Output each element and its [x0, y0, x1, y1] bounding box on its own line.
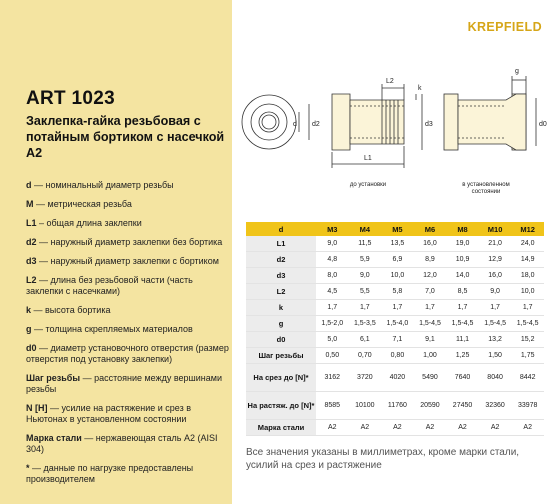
table-cell: A2: [381, 420, 414, 436]
table-row: [246, 332, 544, 348]
table-cell: 9,0: [316, 236, 349, 252]
table-cell: 32360: [479, 392, 512, 420]
table-cell: 7640: [446, 364, 479, 392]
dimension-legend: [26, 180, 230, 493]
legend-desc: — данные по нагрузке предоставлены производителем: [26, 463, 194, 484]
row-label: Шаг резьбы: [246, 348, 316, 364]
legend-term: Марка стали: [26, 433, 82, 443]
table-cell: 1,7: [414, 300, 447, 316]
header-size: M8: [446, 222, 479, 236]
legend-item: [26, 463, 230, 485]
row-label: d0: [246, 332, 316, 348]
table-cell: 0,80: [381, 348, 414, 364]
table-cell: 0,70: [349, 348, 382, 364]
dim-l1: L1: [364, 155, 372, 162]
table-cell: 16,0: [414, 236, 447, 252]
header-label: d: [246, 222, 316, 236]
table-cell: A2: [511, 420, 544, 436]
table-cell: 12,0: [414, 268, 447, 284]
spec-table: [246, 222, 544, 436]
table-cell: 8040: [479, 364, 512, 392]
legend-desc: — метрическая резьба: [33, 199, 132, 209]
table-cell: 11760: [381, 392, 414, 420]
table-cell: 4,8: [316, 252, 349, 268]
table-cell: 7,0: [414, 284, 447, 300]
table-cell: 1,50: [479, 348, 512, 364]
table-row: [246, 252, 544, 268]
legend-item: [26, 373, 230, 395]
label-before-install: до установки: [349, 182, 387, 188]
header-size: M12: [511, 222, 544, 236]
table-cell: A2: [446, 420, 479, 436]
legend-desc: — толщина скрепляемых материалов: [31, 324, 193, 334]
table-row: [246, 236, 544, 252]
legend-term: N [Н]: [26, 403, 48, 413]
table-cell: 20590: [414, 392, 447, 420]
header-size: M10: [479, 222, 512, 236]
table-cell: 4,5: [316, 284, 349, 300]
table-row: [246, 268, 544, 284]
table-cell: 27450: [446, 392, 479, 420]
legend-term: L1: [26, 218, 37, 228]
left-panel: [0, 0, 232, 504]
table-cell: 1,7: [479, 300, 512, 316]
legend-item: [26, 343, 230, 365]
row-label: d3: [246, 268, 316, 284]
table-cell: 33978: [511, 392, 544, 420]
brand-logo: KREPFIELD: [467, 20, 542, 34]
legend-desc: — высота бортика: [31, 305, 111, 315]
dim-d2: d2: [312, 121, 320, 128]
row-label: Марка стали: [246, 420, 316, 436]
legend-term: M: [26, 199, 34, 209]
table-cell: 1,00: [414, 348, 447, 364]
table-cell: 6,1: [349, 332, 382, 348]
legend-term: *: [26, 463, 30, 473]
legend-item: [26, 433, 230, 455]
table-cell: 6,9: [381, 252, 414, 268]
legend-term: L2: [26, 275, 37, 285]
table-cell: 1,7: [511, 300, 544, 316]
row-label: L2: [246, 284, 316, 300]
table-cell: A2: [479, 420, 512, 436]
table-row: [246, 284, 544, 300]
legend-item: [26, 237, 230, 248]
legend-term: d: [26, 180, 32, 190]
dim-d0: d0: [539, 121, 547, 128]
row-label: k: [246, 300, 316, 316]
legend-term: g: [26, 324, 32, 334]
table-cell: 1,5-4,0: [381, 316, 414, 332]
table-cell: 13,5: [381, 236, 414, 252]
table-cell: 5,9: [349, 252, 382, 268]
legend-desc: — усилие на растяжение и срез в Ньютонах в установленном состоянии: [26, 403, 191, 424]
table-row: [246, 300, 544, 316]
table-cell: 1,5-4,5: [414, 316, 447, 332]
table-cell: 3162: [316, 364, 349, 392]
table-cell: 11,1: [446, 332, 479, 348]
table-cell: 1,7: [349, 300, 382, 316]
legend-desc: – общая длина заклепки: [36, 218, 142, 228]
label-after-install: в установленном состоянии: [462, 182, 510, 195]
technical-drawing: [236, 60, 556, 200]
units-note: Все значения указаны в миллиметрах, кроме марки стали, усилий на срез и растяжение: [246, 447, 520, 471]
legend-item: [26, 256, 230, 267]
product-title: Заклепка-гайка резьбовая с потайным бортиком с насечкой A2: [26, 114, 225, 160]
table-row: [246, 392, 544, 420]
table-cell: 5,5: [349, 284, 382, 300]
legend-term: Шаг резьбы: [26, 373, 81, 383]
legend-term: d2: [26, 237, 37, 247]
legend-desc: — наружный диаметр заклепки с бортиком: [36, 256, 219, 266]
table-cell: 24,0: [511, 236, 544, 252]
table-cell: 16,0: [479, 268, 512, 284]
table-header-row: [246, 222, 544, 236]
table-cell: 11,5: [349, 236, 382, 252]
table-cell: 1,5-4,5: [479, 316, 512, 332]
table-cell: 14,9: [511, 252, 544, 268]
legend-term: d0: [26, 343, 37, 353]
table-cell: 10100: [349, 392, 382, 420]
table-cell: 1,7: [316, 300, 349, 316]
dim-d3: d3: [425, 121, 433, 128]
table-cell: 18,0: [511, 268, 544, 284]
table-cell: 10,0: [511, 284, 544, 300]
table-cell: 4020: [381, 364, 414, 392]
table-cell: 10,9: [446, 252, 479, 268]
row-label: На срез до [N]*: [246, 364, 316, 392]
table-cell: 1,75: [511, 348, 544, 364]
table-cell: 8,0: [316, 268, 349, 284]
legend-desc: — наружный диаметр заклепки без бортика: [36, 237, 223, 247]
table-cell: 8585: [316, 392, 349, 420]
row-label: d2: [246, 252, 316, 268]
table-cell: 15,2: [511, 332, 544, 348]
table-row: [246, 348, 544, 364]
table-cell: 1,5-3,5: [349, 316, 382, 332]
legend-item: [26, 305, 230, 316]
legend-term: k: [26, 305, 32, 315]
table-cell: 1,7: [381, 300, 414, 316]
legend-item: [26, 180, 230, 191]
table-cell: 9,0: [479, 284, 512, 300]
table-row: [246, 364, 544, 392]
row-label: На растяж. до [N]*: [246, 392, 316, 420]
legend-item: [26, 403, 230, 425]
table-cell: 5,8: [381, 284, 414, 300]
header-size: M5: [381, 222, 414, 236]
legend-item: [26, 275, 230, 297]
table-cell: 7,1: [381, 332, 414, 348]
table-row: [246, 316, 544, 332]
table-cell: 1,5-2,0: [316, 316, 349, 332]
table-cell: 1,7: [446, 300, 479, 316]
table-cell: A2: [349, 420, 382, 436]
table-cell: 1,25: [446, 348, 479, 364]
table-cell: 8,5: [446, 284, 479, 300]
legend-desc: — нержавеющая сталь A2 (AISI 304): [26, 433, 218, 454]
header-size: M3: [316, 222, 349, 236]
table-cell: 0,50: [316, 348, 349, 364]
table-cell: 8,9: [414, 252, 447, 268]
dim-g: g: [515, 68, 519, 75]
legend-desc: — длина без резьбовой части (часть заклепки с насечками): [26, 275, 193, 296]
legend-desc: — номинальный диаметр резьбы: [31, 180, 174, 190]
table-cell: 14,0: [446, 268, 479, 284]
table-cell: 21,0: [479, 236, 512, 252]
table-cell: A2: [316, 420, 349, 436]
legend-term: d3: [26, 256, 37, 266]
legend-item: [26, 324, 230, 335]
row-label: L1: [246, 236, 316, 252]
table-cell: 13,2: [479, 332, 512, 348]
table-row: [246, 420, 544, 436]
table-cell: 8442: [511, 364, 544, 392]
dim-l2: L2: [386, 78, 394, 85]
header-size: M4: [349, 222, 382, 236]
legend-item: [26, 199, 230, 210]
table-cell: 1,5-4,5: [511, 316, 544, 332]
legend-desc: — расстояние между вершинами резьбы: [26, 373, 222, 394]
table-cell: 10,0: [381, 268, 414, 284]
dim-d: d: [293, 121, 297, 128]
table-cell: 9,1: [414, 332, 447, 348]
table-cell: A2: [414, 420, 447, 436]
table-cell: 1,5-4,5: [446, 316, 479, 332]
header-size: M6: [414, 222, 447, 236]
table-cell: 12,9: [479, 252, 512, 268]
table-cell: 19,0: [446, 236, 479, 252]
dim-k: k: [418, 85, 422, 92]
table-cell: 5490: [414, 364, 447, 392]
legend-desc: — диаметр установочного отверстия (размер отверстия под установку заклепки): [26, 343, 229, 364]
table-cell: 5,0: [316, 332, 349, 348]
article-number: ART 1023: [26, 88, 115, 109]
table-cell: 9,0: [349, 268, 382, 284]
table-cell: 3720: [349, 364, 382, 392]
legend-item: [26, 218, 230, 229]
row-label: g: [246, 316, 316, 332]
